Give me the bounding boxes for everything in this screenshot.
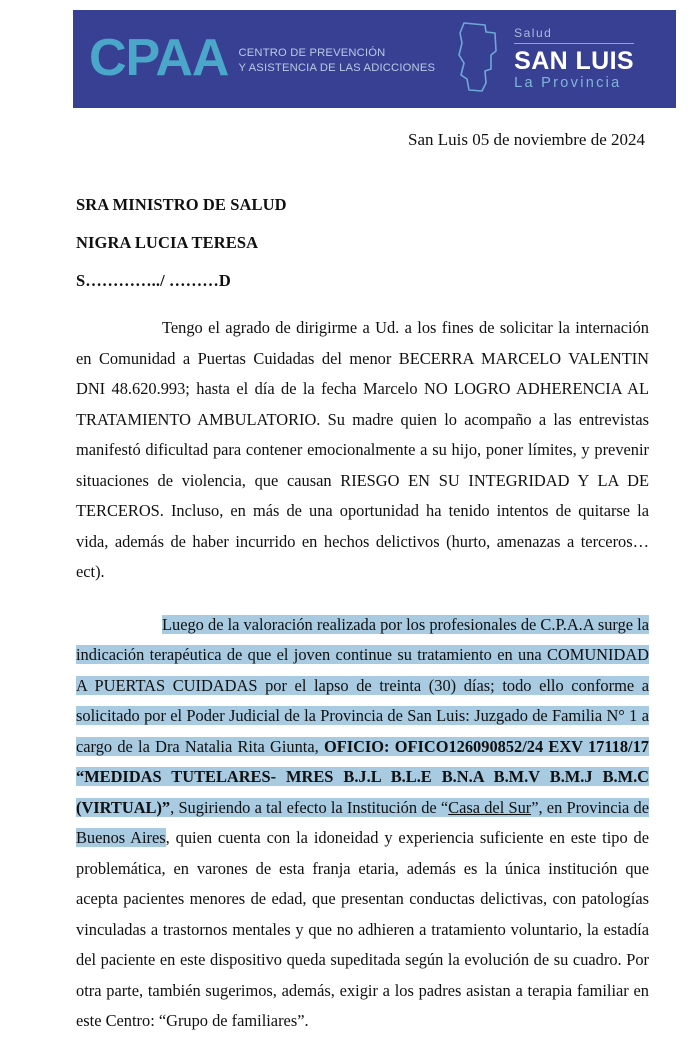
- government-wordmark: [514, 27, 634, 91]
- cpaa-logo: [89, 29, 436, 88]
- san-luis-province-outline-icon: [455, 21, 501, 98]
- paragraph-one-text: Tengo el agrado de dirigirme a Ud. a los fines de solicitar la internación en Comunidad a Puertas Cuidadas del menor BECERRA MARCELO VALENTIN DNI 48.620.993; hasta el día de la fecha Marcelo NO LOGRO ADHERENCIA AL TRATAMIENTO AMBULATORIO. Su madre quien lo acompaño a las entrevistas manifestó dificultad para contener emocionalmente a su hijo, poner límites, y prevenir situaciones de violencia, que causan RIESGO EN SU INTEGRIDAD Y LA DE TERCEROS. Incluso, en más de una oportunidad ha tenido intentos de quitarse la vida, además de haber incurrido en hechos delictivos (hurto, amenazas a terceros…ect).: [76, 318, 649, 582]
- cpaa-acronym: CPAA: [89, 29, 229, 88]
- government-divider: [514, 43, 634, 44]
- addressee-salutation: S…………../ ………D: [76, 271, 231, 290]
- san-luis-government-logo: [455, 21, 662, 98]
- paragraph-two-tail: , quien cuenta con la idoneidad y experiencia suficiente en este tipo de problemática, en varones de esta franja etaria, además es la única institución que acepta pacientes menores de edad, que presentan conductas delictivas, con patologías vinculadas a trastornos mentales y que no adhieren a tratamiento voluntario, la estadía del paciente en este dispositivo queda supeditada según la evolución de su cuadro. Por otra parte, también sugerimos, además, exigir a los padres asistan a terapia familiar en este Centro: “Grupo de familiares”.: [76, 828, 649, 1031]
- cpaa-tagline: [238, 42, 435, 76]
- addressee-block: [76, 195, 649, 291]
- institution-lead-in: , Sugiriendo a tal efecto la Institución de “: [170, 797, 449, 817]
- government-salud-label: Salud: [514, 26, 553, 41]
- addressee-title: SRA MINISTRO DE SALUD: [76, 195, 287, 214]
- cpaa-tagline-line1: CENTRO DE PREVENCIÓN: [238, 47, 386, 60]
- document-body: [76, 130, 649, 1053]
- institution-name-underlined: Casa del Sur: [448, 797, 532, 817]
- date-line: San Luis 05 de noviembre de 2024: [407, 130, 645, 149]
- government-province-name: SAN LUIS: [514, 47, 634, 76]
- paragraph-one: [76, 313, 649, 588]
- government-province-subtitle: La Provincia: [514, 75, 622, 92]
- paragraph-two-highlighted-lead: Luego de la valoración realizada por los profesionales de C.P.A.A surge la indicación terapéutica de que el joven continue su tratamiento en una COMUNIDAD A PUERTAS CUIDADAS por el lapso de treinta (30) días; todo ello conforme a solicitado por el Poder Judicial de la Provincia de San Luis: Juzgado de Familia N° 1 a cargo de la Dra Natalia Rita Giunta,: [76, 614, 649, 756]
- institution-location: ”, en Provincia de Buenos Aires: [76, 797, 649, 848]
- oficio-reference-bold: OFICIO: OFICO126090852/24 EXV 17118/17 “MEDIDAS TUTELARES- MRES B.J.L B.L.E B.N.A B.M.V B.M.J B.M.C (VIRTUAL)”: [76, 736, 649, 817]
- paragraph-two: [76, 610, 649, 1037]
- addressee-name: NIGRA LUCIA TERESA: [76, 233, 259, 252]
- letterhead-banner: [73, 10, 676, 108]
- cpaa-tagline-line2: Y ASISTENCIA DE LAS ADICCIONES: [238, 61, 436, 74]
